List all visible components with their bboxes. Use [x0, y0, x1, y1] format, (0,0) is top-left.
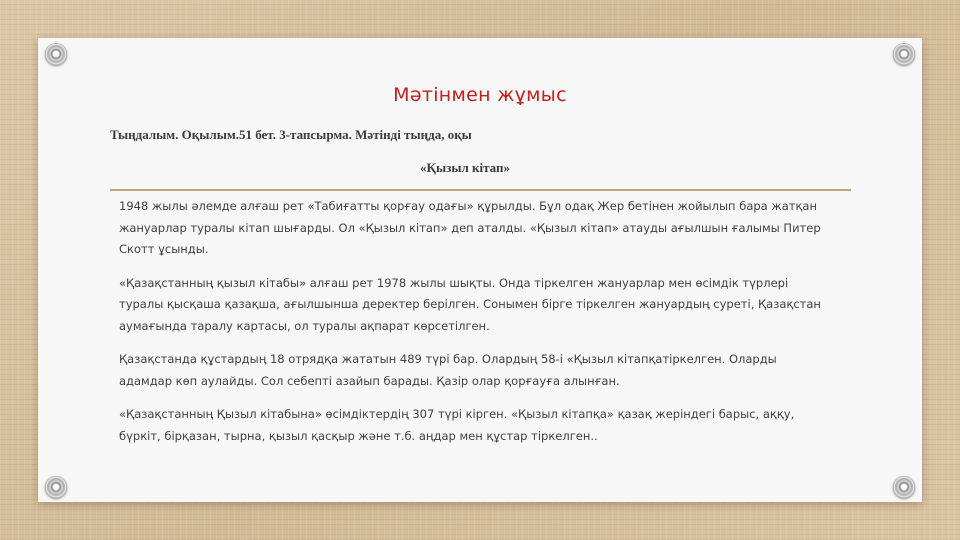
text-line: аумағында таралу картасы, ол туралы ақпарат көрсетілген. [119, 318, 490, 333]
pushpin-icon-bottom-right [893, 476, 915, 498]
text-line: Қазақстанда құстардың 18 отрядқа жататын 489 түрі бар. Олардың 58-і «Қызыл кітапқатіркелген. Оларды [119, 352, 777, 366]
reading-text [110, 196, 850, 459]
text-line: «Қазақстанның қызыл кітабы» алғаш рет 1978 жылы шықты. Онда тіркелген жануарлар мен өсімдік түрлері [119, 275, 789, 290]
paragraph-4 [110, 404, 850, 447]
divider-line [110, 189, 851, 191]
task-instruction: Тыңдалым. Оқылым.51 бет. 3-тапсырма. Мәтінді тыңда, оқы [110, 127, 472, 142]
text-line: бүркіт, бірқазан, тырна, қызыл қасқыр және т.б. аңдар мен құстар тіркелген.. [119, 428, 598, 443]
text-title: «Қызыл кітап» [420, 160, 510, 175]
text-line: жануарлар туралы кітап шығарды. Ол «Қызыл кітап» деп аталды. «Қызыл кітап» атауды ағылшын ғалымы Питер [119, 220, 821, 235]
paragraph-2 [110, 273, 850, 338]
text-line: туралы қысқаша қазақша, ағылшынша деректер берілген. Сонымен бірге тіркелген жануардың суреті, Қазақстан [119, 297, 821, 311]
pushpin-icon-top-right [893, 43, 915, 65]
text-line: 1948 жылы әлемде алғаш рет «Табиғатты қорғау одағы» құрылды. Бұл одақ Жер бетінен жойылып бара жатқан [119, 199, 817, 213]
text-line: «Қазақстанның Қызыл кітабына» өсімдіктердің 307 түрі кірген. «Қызыл кітапқа» қазақ жеріндегі барыс, аққу, [119, 407, 795, 421]
slide-title: Мәтінмен жұмыс [393, 84, 567, 106]
pushpin-icon-top-left [45, 43, 67, 65]
paragraph-3 [110, 349, 850, 392]
pushpin-icon-bottom-left [45, 476, 67, 498]
text-line: Скотт ұсынды. [119, 242, 209, 256]
paragraph-1 [110, 196, 850, 261]
text-line: адамдар көп аулайды. Сол себепті азайып барады. Қазір олар қорғауға алынған. [119, 373, 620, 388]
